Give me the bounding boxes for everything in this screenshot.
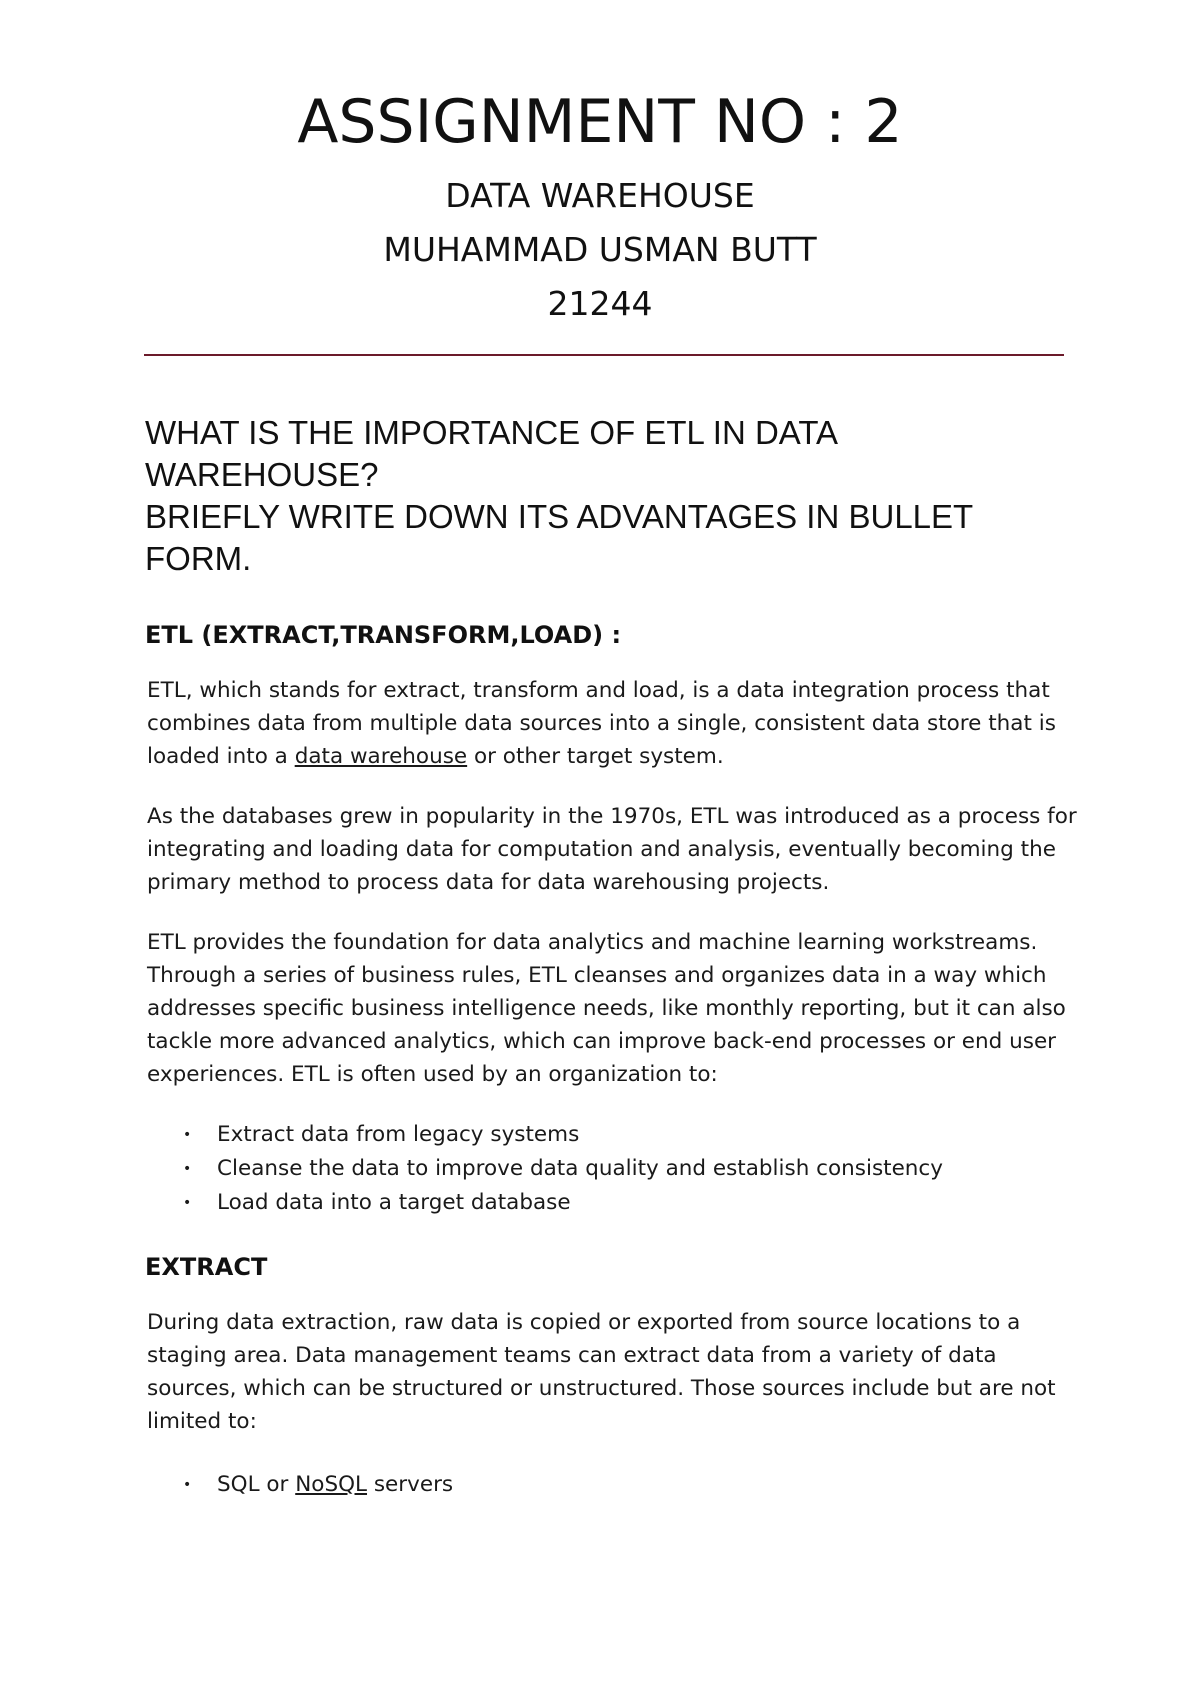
sources-list xyxy=(147,1468,453,1502)
list-item xyxy=(147,1152,943,1186)
list-item xyxy=(147,1468,453,1502)
extract-heading: EXTRACT xyxy=(145,1253,268,1281)
text-span: servers xyxy=(367,1472,454,1497)
bullet-icon: • xyxy=(183,1195,192,1211)
bullet-icon: • xyxy=(183,1161,192,1177)
etl-definition-paragraph xyxy=(147,674,1087,773)
paragraph-text: ETL provides the foundation for data analytics and machine learning workstreams. Through a series of business rules, ETL cleanses and organizes data in a way which addresses specific business intelligence needs, like monthly reporting, but it can also tackle more advanced analytics, which can improve back-end processes or end user experiences. ETL is often used by an organization to: xyxy=(147,930,1066,1087)
data-warehouse-link[interactable]: data warehouse xyxy=(294,744,468,769)
question-line: WHAT IS THE IMPORTANCE OF ETL IN DATA xyxy=(145,414,839,451)
bullet-icon: • xyxy=(183,1127,192,1143)
subject-line: DATA WAREHOUSE xyxy=(445,176,755,215)
bullet-icon: • xyxy=(183,1477,192,1493)
text-span: or other target system. xyxy=(467,744,724,769)
assignment-title: ASSIGNMENT NO : 2 xyxy=(297,87,903,157)
question-line: BRIEFLY WRITE DOWN ITS ADVANTAGES IN BULLET xyxy=(145,498,974,535)
list-item-text: Load data into a target database xyxy=(217,1190,571,1215)
nosql-link[interactable]: NoSQL xyxy=(295,1472,368,1497)
question-block xyxy=(145,412,1065,580)
list-item xyxy=(147,1118,943,1152)
paragraph-text: As the databases grew in popularity in the 1970s, ETL was introduced as a process for integrating and loading data for computation and analysis, eventually becoming the primary method to process data for data warehousing projects. xyxy=(147,804,1077,895)
etl-foundation-paragraph xyxy=(147,926,1087,1091)
etl-uses-list xyxy=(147,1118,943,1220)
extract-paragraph xyxy=(147,1306,1087,1438)
question-line: FORM. xyxy=(145,540,252,577)
etl-history-paragraph xyxy=(147,800,1087,899)
text-span: SQL or xyxy=(217,1472,296,1497)
list-item-text: Extract data from legacy systems xyxy=(217,1122,580,1147)
text-span: ETL, which stands for extract, transform and load, is a data integration process that combines data from multiple data sources into a single, consistent data store that is loaded into a xyxy=(147,678,1056,769)
list-item-text: Cleanse the data to improve data quality and establish consistency xyxy=(217,1156,943,1181)
student-name: MUHAMMAD USMAN BUTT xyxy=(383,230,817,269)
paragraph-text: During data extraction, raw data is copied or exported from source locations to a staging area. Data management teams can extract data from a variety of data sources, which can be structured or unstructured. Those sources include but are not limited to: xyxy=(147,1310,1056,1434)
question-line: WAREHOUSE? xyxy=(145,456,379,493)
list-item xyxy=(147,1186,943,1220)
etl-heading: ETL (EXTRACT,TRANSFORM,LOAD) : xyxy=(145,621,622,649)
divider-rule xyxy=(144,354,1064,356)
student-id: 21244 xyxy=(547,284,653,323)
